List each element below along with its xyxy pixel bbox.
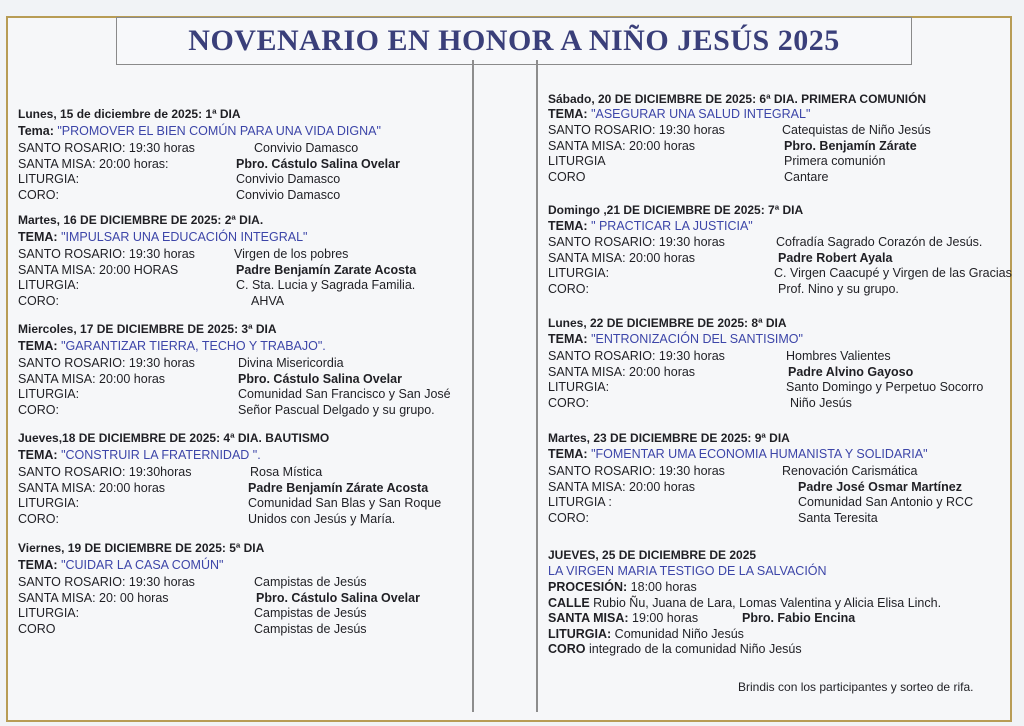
schedule-row <box>18 157 468 173</box>
schedule-row <box>548 154 1010 170</box>
theme-text: "GARANTIZAR TIERRA, TECHO Y TRABAJO". <box>61 339 326 353</box>
mass-time: 19:00 horas <box>632 611 699 625</box>
row-value: Pbro. Cástulo Salina Ovelar <box>236 156 400 171</box>
row-value: Renovación Carismática <box>782 464 918 478</box>
row-value: Pbro. Cástulo Salina Ovelar <box>238 371 402 386</box>
route-label: CALLE <box>548 595 590 610</box>
row-label: CORO: <box>548 510 589 525</box>
row-value: Padre José Osmar Martínez <box>798 479 962 494</box>
row-value: Convivio Damasco <box>254 141 359 155</box>
day-block <box>18 322 468 418</box>
schedule-row <box>18 403 468 419</box>
row-label: SANTO ROSARIO: 19:30 horas <box>548 464 725 478</box>
day-header: Sábado, 20 DE DICIEMBRE DE 2025: 6ª DIA. PRIMERA COMUNIÓN <box>548 92 927 106</box>
row-label: CORO: <box>548 395 589 410</box>
day-header: Martes, 16 DE DICIEMBRE DE 2025: 2ª DIA. <box>18 213 264 227</box>
day-header: Jueves,18 DE DICIEMBRE DE 2025: 4ª DIA. BAUTISMO <box>18 431 330 445</box>
day-header: Lunes, 22 DE DICIEMBRE DE 2025: 8ª DIA <box>548 316 787 330</box>
theme-text: "FOMENTAR UMA ECONOMIA HUMANISTA Y SOLIDARIA" <box>591 447 928 461</box>
schedule-row <box>548 123 1010 139</box>
row-label: CORO: <box>18 402 59 417</box>
theme-label: TEMA: <box>18 448 58 462</box>
row-label: SANTO ROSARIO: 19:30 horas <box>18 247 195 261</box>
schedule-row <box>18 575 468 591</box>
theme-text: "CONSTRUIR LA FRATERNIDAD ". <box>61 448 261 462</box>
liturgy-group: Comunidad Niño Jesús <box>614 626 744 641</box>
row-value: C. Sta. Lucia y Sagrada Familia. <box>236 278 416 292</box>
row-value: Santo Domingo y Perpetuo Socorro <box>786 380 984 394</box>
row-label: LITURGIA: <box>18 387 80 401</box>
schedule-row <box>18 465 468 481</box>
row-value: Campistas de Jesús <box>254 606 367 620</box>
row-value: Padre Alvino Gayoso <box>788 364 914 379</box>
row-label: CORO: <box>18 187 59 202</box>
route-line <box>548 596 1010 612</box>
theme-label: TEMA: <box>18 339 58 353</box>
schedule-row <box>18 294 468 310</box>
closing-note: Brindis con los participantes y sorteo de rifa. <box>738 680 974 694</box>
row-label: SANTA MISA: 20: 00 horas <box>18 590 169 605</box>
schedule-row <box>548 251 1010 267</box>
left-column <box>18 0 468 726</box>
row-label: SANTA MISA: 20:00 horas <box>18 371 166 386</box>
theme-label: TEMA: <box>548 219 588 233</box>
row-value: Cofradía Sagrado Corazón de Jesús. <box>776 235 983 249</box>
schedule-row <box>548 235 1010 251</box>
row-value: Hombres Valientes <box>786 349 891 363</box>
day-theme <box>18 124 468 138</box>
schedule-row <box>548 170 1010 186</box>
schedule-row <box>548 511 1010 527</box>
schedule-row <box>18 188 468 204</box>
row-label: CORO: <box>18 293 59 308</box>
row-value: Catequistas de Niño Jesús <box>782 123 931 137</box>
row-value: Pbro. Cástulo Salina Ovelar <box>256 590 420 605</box>
schedule-row <box>548 365 1010 381</box>
row-label: SANTO ROSARIO: 19:30 horas <box>548 349 725 363</box>
theme-text: "ENTRONIZACIÓN DEL SANTISIMO" <box>591 332 803 346</box>
schedule-row <box>548 282 1010 298</box>
day-header: JUEVES, 25 DE DICIEMBRE DE 2025 <box>548 548 757 562</box>
theme-label: TEMA: <box>18 558 58 572</box>
schedule-row <box>18 141 468 157</box>
liturgy-line <box>548 627 1010 643</box>
day-theme <box>18 230 468 244</box>
choir-label: CORO <box>548 642 586 656</box>
row-label: CORO <box>18 621 56 636</box>
schedule-row <box>548 380 1010 396</box>
choir-line <box>548 642 1010 658</box>
row-value: Padre Benjamín Zarate Acosta <box>236 262 417 277</box>
row-label: CORO: <box>18 511 59 526</box>
schedule-row <box>18 496 468 512</box>
schedule-row <box>18 512 468 528</box>
schedule-row <box>548 349 1010 365</box>
procession-label: PROCESIÓN: <box>548 580 628 594</box>
schedule-row <box>18 278 468 294</box>
row-label: LITURGIA: <box>548 380 610 394</box>
day-block <box>18 541 468 637</box>
day-block <box>18 107 468 203</box>
row-label: SANTA MISA: 20:00 horas <box>548 364 696 379</box>
theme-text: "IMPULSAR UNA EDUCACIÓN INTEGRAL" <box>61 230 308 244</box>
route-streets: Rubio Ñu, Juana de Lara, Lomas Valentina y Alicia Elisa Linch. <box>593 595 942 610</box>
row-label: LITURGIA: <box>18 606 80 620</box>
schedule-row <box>548 480 1010 496</box>
theme-label: Tema: <box>18 124 54 138</box>
row-label: LITURGIA : <box>548 495 612 509</box>
row-value: Primera comunión <box>784 154 886 168</box>
row-value: Rosa Mística <box>250 465 323 479</box>
schedule-row <box>18 172 468 188</box>
schedule-row <box>18 356 468 372</box>
schedule-row <box>18 606 468 622</box>
day-theme <box>548 107 1010 121</box>
day-subtitle: LA VIRGEN MARIA TESTIGO DE LA SALVACIÓN <box>548 564 827 578</box>
theme-label: TEMA: <box>548 332 588 346</box>
row-value: Virgen de los pobres <box>234 247 349 261</box>
choir-group: integrado de la comunidad Niño Jesús <box>588 642 802 656</box>
procession-line <box>548 580 1010 596</box>
theme-label: TEMA: <box>548 107 588 121</box>
final-day-block <box>548 548 1010 658</box>
mass-line <box>548 611 1010 627</box>
row-value: Campistas de Jesús <box>254 575 367 589</box>
theme-text: "ASEGURAR UNA SALUD INTEGRAL" <box>591 107 811 121</box>
row-value: Santa Teresita <box>798 510 878 525</box>
row-label: LITURGIA: <box>18 172 80 186</box>
row-label: CORO <box>548 169 586 184</box>
row-value: Campistas de Jesús <box>254 621 367 636</box>
row-value: C. Virgen Caacupé y Virgen de las Gracias <box>774 266 1012 280</box>
procession-time: 18:00 horas <box>630 580 697 594</box>
row-label: LITURGIA <box>548 154 606 168</box>
row-value: Padre Benjamín Zárate Acosta <box>248 480 429 495</box>
day-header: Martes, 23 DE DICIEMBRE DE 2025: 9ª DIA <box>548 431 790 445</box>
schedule-row <box>548 139 1010 155</box>
row-label: SANTA MISA: 20:00 horas <box>18 480 166 495</box>
column-divider-left <box>472 60 474 712</box>
row-label: SANTA MISA: 20:00 horas <box>548 250 696 265</box>
schedule-row <box>548 495 1010 511</box>
row-value: Prof. Nino y su grupo. <box>778 281 899 296</box>
row-value: Señor Pascual Delgado y su grupo. <box>238 402 435 417</box>
schedule-row <box>548 396 1010 412</box>
row-label: SANTA MISA: 20:00 horas: <box>18 156 169 171</box>
right-column <box>548 0 1010 726</box>
row-value: Unidos con Jesús y María. <box>248 511 396 526</box>
schedule-row <box>18 247 468 263</box>
day-theme <box>18 339 468 353</box>
day-block <box>548 316 1010 411</box>
row-label: SANTO ROSARIO: 19:30 horas <box>548 235 725 249</box>
schedule-row <box>548 464 1010 480</box>
row-label: LITURGIA: <box>548 266 610 280</box>
schedule-row <box>18 387 468 403</box>
theme-label: TEMA: <box>18 230 58 244</box>
day-header: Viernes, 19 DE DICIEMBRE DE 2025: 5ª DIA <box>18 541 265 555</box>
day-block <box>548 431 1010 526</box>
page-title: NOVENARIO EN HONOR A NIÑO JESÚS 2025 <box>188 24 840 57</box>
day-theme <box>548 332 1010 346</box>
day-block <box>18 213 468 309</box>
row-label: LITURGIA: <box>18 278 80 292</box>
column-divider-right <box>536 60 538 712</box>
row-label: LITURGIA: <box>18 496 80 510</box>
row-value: Niño Jesús <box>790 395 852 410</box>
day-block <box>548 203 1010 297</box>
schedule-row <box>18 263 468 279</box>
row-value: Comunidad San Antonio y RCC <box>798 495 974 509</box>
day-header: Miercoles, 17 DE DICIEMBRE DE 2025: 3ª DIA <box>18 322 277 336</box>
row-label: SANTO ROSARIO: 19:30 horas <box>18 141 195 155</box>
row-value: Divina Misericordia <box>238 356 344 370</box>
schedule-row <box>18 481 468 497</box>
theme-label: TEMA: <box>548 447 588 461</box>
row-value: Padre Robert Ayala <box>778 250 893 265</box>
schedule-row <box>548 266 1010 282</box>
row-value: Pbro. Benjamín Zárate <box>784 138 917 153</box>
row-value: Cantare <box>784 169 829 184</box>
day-block <box>18 431 468 527</box>
theme-text: " PRACTICAR LA JUSTICIA" <box>591 219 753 233</box>
mass-priest: Pbro. Fabio Encina <box>742 611 856 625</box>
row-label: SANTO ROSARIO: 19:30horas <box>18 465 192 479</box>
row-value: Comunidad San Francisco y San José <box>238 387 451 401</box>
row-label: SANTA MISA: 20:00 horas <box>548 138 696 153</box>
row-value: Convivio Damasco <box>236 172 341 186</box>
row-label: SANTO ROSARIO: 19:30 horas <box>18 575 195 589</box>
day-theme <box>548 447 1010 461</box>
day-block <box>548 92 1010 185</box>
day-theme <box>548 219 1010 233</box>
schedule-row <box>18 622 468 638</box>
day-header: Domingo ,21 DE DICIEMBRE DE 2025: 7ª DIA <box>548 203 804 217</box>
mass-label: SANTA MISA: <box>548 611 629 625</box>
day-theme <box>18 448 468 462</box>
schedule-row <box>18 372 468 388</box>
day-header: Lunes, 15 de diciembre de 2025: 1ª DIA <box>18 107 241 121</box>
row-label: SANTA MISA: 20:00 HORAS <box>18 262 179 277</box>
row-label: SANTA MISA: 20:00 horas <box>548 479 696 494</box>
row-value: Comunidad San Blas y San Roque <box>248 496 442 510</box>
row-label: SANTO ROSARIO: 19:30 horas <box>18 356 195 370</box>
row-label: SANTO ROSARIO: 19:30 horas <box>548 123 725 137</box>
day-theme <box>18 558 468 572</box>
theme-text: "CUIDAR LA CASA COMÚN" <box>61 558 224 572</box>
row-label: CORO: <box>548 281 589 296</box>
row-value: AHVA <box>251 293 285 308</box>
row-value: Convivio Damasco <box>236 187 341 202</box>
theme-text: "PROMOVER EL BIEN COMÚN PARA UNA VIDA DIGNA" <box>57 124 381 138</box>
schedule-row <box>18 591 468 607</box>
liturgy-label: LITURGIA: <box>548 626 612 641</box>
